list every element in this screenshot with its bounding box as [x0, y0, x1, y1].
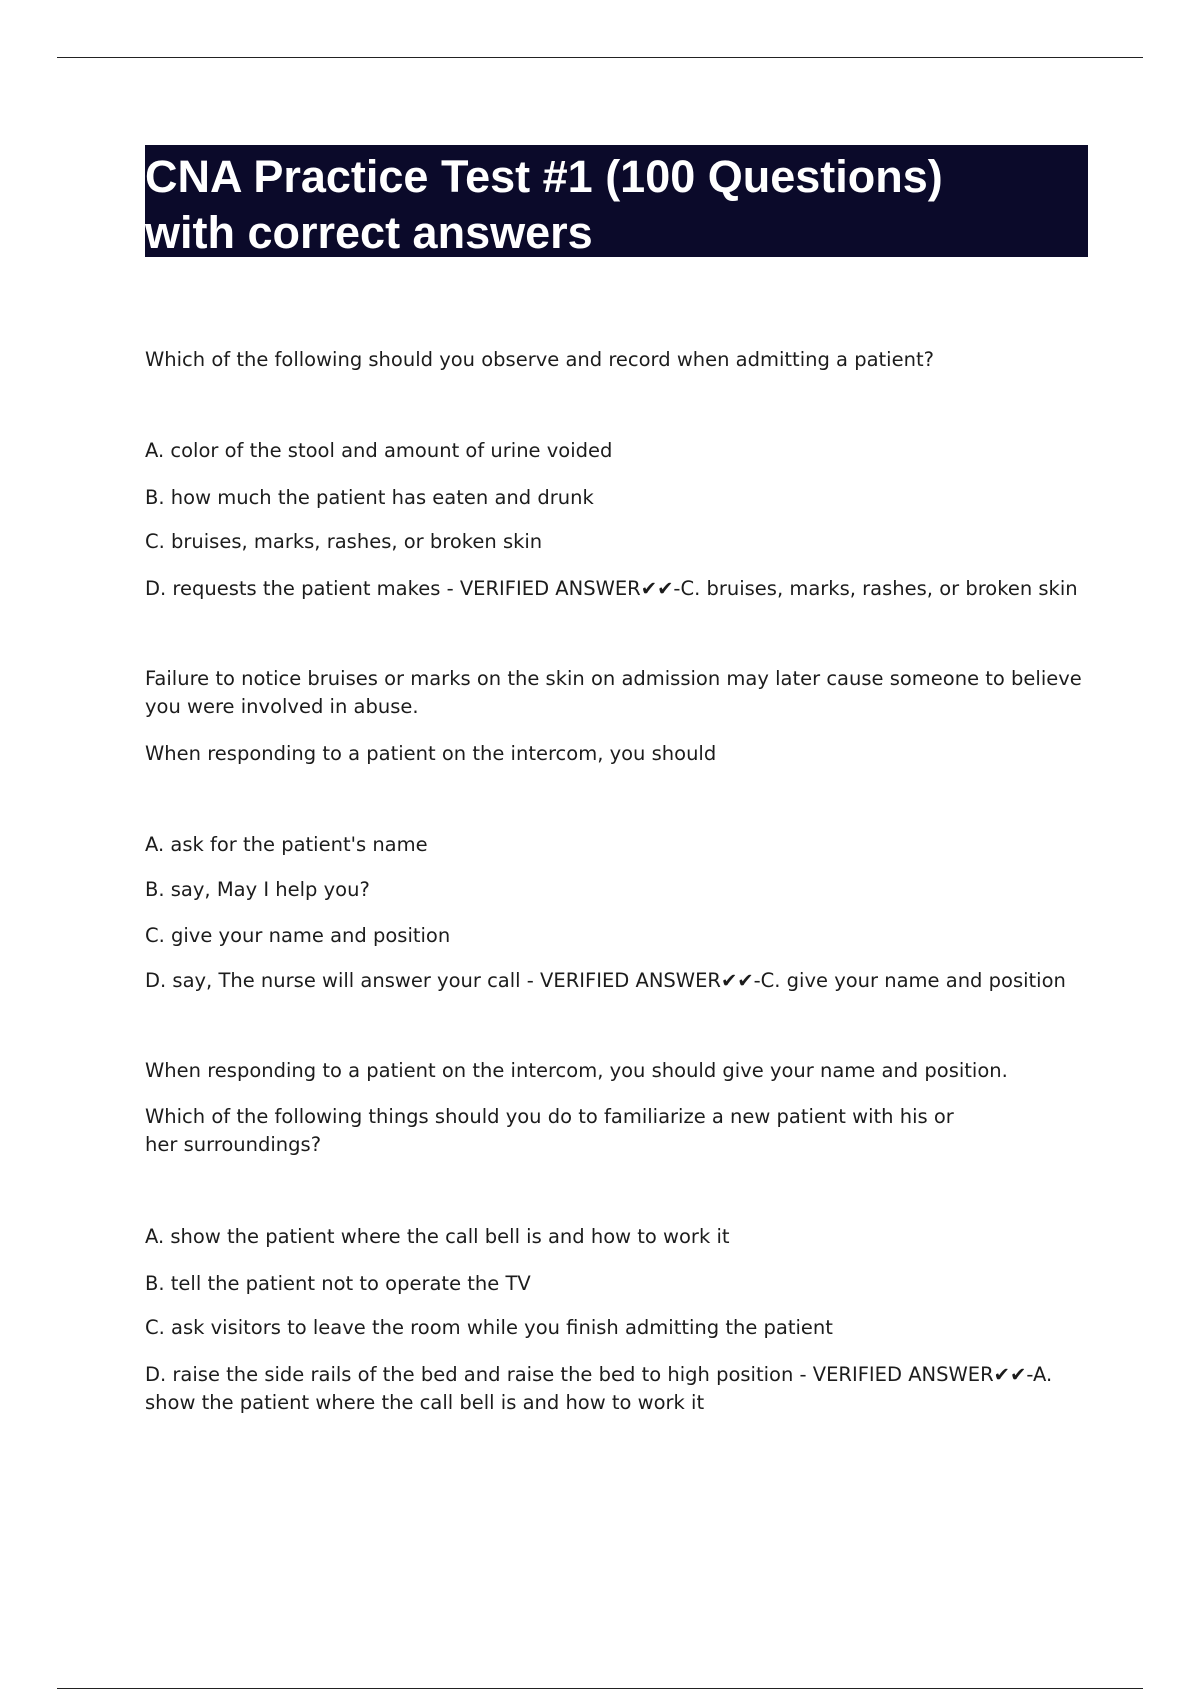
question-1-option-b: B. how much the patient has eaten and drunk	[145, 486, 594, 509]
question-3-option-d: D. raise the side rails of the bed and raise the bed to high position - VERIFIED ANSWER✔✔-A. show the patient where the call bell is and how to work it	[145, 1363, 1053, 1414]
question-1-option-d: D. requests the patient makes - VERIFIED ANSWER✔✔-C. bruises, marks, rashes, or broken skin	[145, 577, 1078, 600]
document-title-banner	[145, 145, 1088, 257]
question-2-explanation: When responding to a patient on the intercom, you should give your name and position.	[145, 1059, 1008, 1082]
question-2-option-a: A. ask for the patient's name	[145, 833, 428, 856]
question-2-option-d: D. say, The nurse will answer your call - VERIFIED ANSWER✔✔-C. give your name and position	[145, 969, 1066, 992]
question-2-option-c: C. give your name and position	[145, 924, 451, 947]
question-1-option-c: C. bruises, marks, rashes, or broken skin	[145, 530, 543, 553]
question-1-explanation: Failure to notice bruises or marks on the skin on admission may later cause someone to believe you were involved in abuse.	[145, 667, 1082, 718]
question-1-option-a: A. color of the stool and amount of urine voided	[145, 439, 613, 462]
question-2-option-b: B. say, May I help you?	[145, 878, 370, 901]
top-rule	[57, 57, 1143, 58]
question-1-text: Which of the following should you observe and record when admitting a patient?	[145, 348, 934, 371]
document-title-line-1: CNA Practice Test #1 (100 Questions)	[145, 151, 943, 202]
question-2-text: When responding to a patient on the intercom, you should	[145, 742, 717, 765]
question-3-option-c: C. ask visitors to leave the room while you finish admitting the patient	[145, 1316, 833, 1339]
question-3-option-a: A. show the patient where the call bell is and how to work it	[145, 1225, 730, 1248]
question-3-text: Which of the following things should you do to familiarize a new patient with his or her surroundings?	[145, 1105, 954, 1156]
document-title-line-2: with correct answers	[145, 207, 593, 258]
bottom-rule	[57, 1688, 1143, 1689]
question-3-option-b: B. tell the patient not to operate the TV	[145, 1272, 531, 1295]
